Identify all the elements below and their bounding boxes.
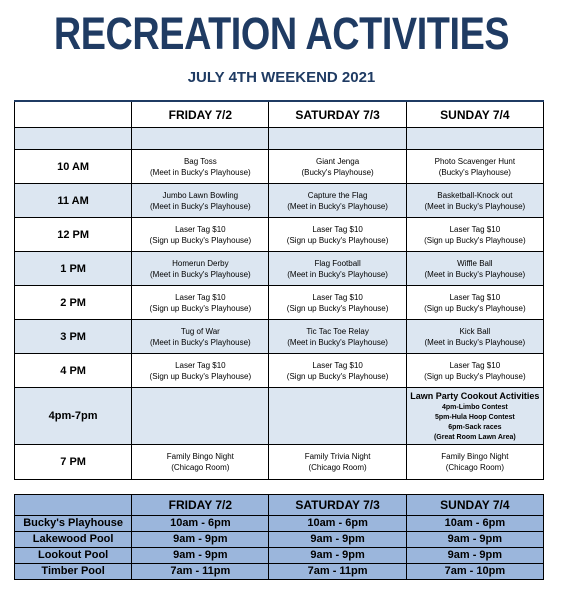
activity-cell — [269, 184, 406, 218]
time-cell: 12 PM — [15, 218, 132, 252]
activity-name: Laser Tag $10 — [449, 224, 501, 234]
place-cell: Bucky's Playhouse — [15, 516, 132, 532]
activity-name: Flag Football — [314, 258, 361, 268]
time-row — [15, 218, 544, 252]
hours-cell: 10am - 6pm — [132, 516, 269, 532]
day-header: SATURDAY 7/3 — [269, 495, 406, 516]
hours-row — [15, 564, 544, 580]
blank-row — [15, 128, 544, 150]
activity-cell — [406, 218, 543, 252]
time-cell: 1 PM — [15, 252, 132, 286]
activity-cell — [132, 218, 269, 252]
activity-cell — [406, 252, 543, 286]
time-cell: 3 PM — [15, 320, 132, 354]
time-row — [15, 320, 544, 354]
time-cell: 11 AM — [15, 184, 132, 218]
activity-location: (Meet in Bucky's Playhouse) — [424, 201, 526, 211]
activity-location: (Sign up Bucky's Playhouse) — [286, 235, 389, 245]
activity-location: (Meet in Bucky's Playhouse) — [424, 337, 526, 347]
activity-cell — [132, 286, 269, 320]
day-header: SATURDAY 7/3 — [269, 101, 406, 128]
activity-name: Laser Tag $10 — [312, 360, 363, 370]
activity-location: (Meet in Bucky's Playhouse) — [287, 201, 388, 211]
time-cell: 10 AM — [15, 150, 132, 184]
hours-cell: 9am - 9pm — [406, 548, 543, 564]
activity-name: Capture the Flag — [307, 190, 368, 200]
activity-cell — [269, 252, 406, 286]
activity-location: (Bucky's Playhouse) — [438, 167, 511, 177]
cookout-cell — [406, 388, 543, 445]
activity-location: (Sign up Bucky's Playhouse) — [424, 371, 526, 381]
activity-location: (Sign up Bucky's Playhouse) — [286, 371, 389, 381]
time-row — [15, 445, 544, 480]
activity-location: (Meet in Bucky's Playhouse) — [287, 337, 388, 347]
empty-activity-cell — [132, 388, 269, 445]
activity-name: Laser Tag $10 — [312, 224, 363, 234]
activity-location: (Chicago Room) — [171, 463, 230, 472]
activity-name: Giant Jenga — [316, 156, 360, 166]
empty-activity-cell — [269, 388, 406, 445]
activity-cell — [132, 252, 269, 286]
activity-cell — [269, 286, 406, 320]
activity-cell — [269, 354, 406, 388]
blank-cell — [269, 128, 406, 150]
page-title: RECREATION ACTIVITIES — [53, 8, 510, 59]
page-subtitle: JULY 4TH WEEKEND 2021 — [187, 69, 376, 86]
hours-cell: 9am - 9pm — [132, 532, 269, 548]
activity-cell — [132, 320, 269, 354]
activity-name: Laser Tag $10 — [175, 360, 226, 370]
activity-location: (Meet in Bucky's Playhouse) — [150, 201, 251, 211]
activity-cell — [406, 320, 543, 354]
day-header: FRIDAY 7/2 — [132, 495, 269, 516]
hours-header-row — [15, 495, 544, 516]
activity-cell — [269, 445, 406, 480]
place-cell: Lakewood Pool — [15, 532, 132, 548]
activity-name: Laser Tag $10 — [175, 292, 226, 302]
hours-cell: 9am - 9pm — [269, 532, 406, 548]
activity-cell — [269, 320, 406, 354]
activity-cell — [269, 150, 406, 184]
time-row — [15, 286, 544, 320]
place-cell: Timber Pool — [15, 564, 132, 580]
activity-location: (Sign up Bucky's Playhouse) — [286, 303, 389, 313]
activity-name: Bag Toss — [183, 156, 217, 166]
hours-cell: 7am - 10pm — [406, 564, 543, 580]
cookout-item: 4pm-Limbo Contest — [441, 403, 508, 411]
activity-name: Family Bingo Night — [441, 452, 509, 461]
time-cell: 7 PM — [15, 445, 132, 480]
activity-cell — [132, 445, 269, 480]
hours-cell: 7am - 11pm — [269, 564, 406, 580]
header-corner-cell — [15, 101, 132, 128]
blank-cell — [406, 128, 543, 150]
day-header: SUNDAY 7/4 — [406, 101, 543, 128]
activity-location: (Sign up Bucky's Playhouse) — [424, 235, 526, 245]
time-cell: 4pm-7pm — [15, 388, 132, 445]
activity-location: (Meet in Bucky's Playhouse) — [424, 269, 526, 279]
cookout-item: (Great Room Lawn Area) — [433, 433, 516, 441]
activity-cell — [132, 354, 269, 388]
activity-cell — [132, 184, 269, 218]
activity-location: (Meet in Bucky's Playhouse) — [150, 269, 251, 279]
blank-cell — [15, 128, 132, 150]
time-cell: 2 PM — [15, 286, 132, 320]
hours-table — [14, 494, 544, 580]
hours-cell: 9am - 9pm — [132, 548, 269, 564]
activity-location: (Meet in Bucky's Playhouse) — [287, 269, 388, 279]
activity-name: Homerun Derby — [172, 258, 229, 268]
activity-schedule-table — [14, 100, 544, 480]
time-row — [15, 252, 544, 286]
activity-cell — [406, 286, 543, 320]
cookout-item: 6pm-Sack races — [448, 423, 502, 431]
hours-cell: 7am - 11pm — [132, 564, 269, 580]
activity-name: Tic Tac Toe Relay — [306, 326, 369, 336]
evening-row — [15, 388, 544, 445]
day-header: FRIDAY 7/2 — [132, 101, 269, 128]
hours-row — [15, 548, 544, 564]
hours-row — [15, 532, 544, 548]
activity-location: (Sign up Bucky's Playhouse) — [149, 303, 252, 313]
activity-name: Family Bingo Night — [166, 452, 234, 461]
activity-name: Wiffle Ball — [457, 258, 493, 268]
time-row — [15, 354, 544, 388]
blank-cell — [132, 128, 269, 150]
time-cell: 4 PM — [15, 354, 132, 388]
activity-location: (Chicago Room) — [445, 463, 504, 472]
activity-location: (Sign up Bucky's Playhouse) — [149, 235, 252, 245]
hours-cell: 9am - 9pm — [406, 532, 543, 548]
activity-name: Jumbo Lawn Bowling — [162, 190, 239, 200]
activity-location: (Meet in Bucky's Playhouse) — [150, 167, 251, 177]
header-corner-cell — [15, 495, 132, 516]
schedule-header-row — [15, 101, 544, 128]
activity-cell — [406, 184, 543, 218]
activity-location: (Bucky's Playhouse) — [301, 167, 374, 177]
time-row — [15, 150, 544, 184]
activity-location: (Chicago Room) — [308, 463, 367, 472]
activity-name: Laser Tag $10 — [175, 224, 226, 234]
activity-name: Photo Scavenger Hunt — [434, 156, 516, 166]
activity-name: Kick Ball — [459, 326, 491, 336]
activity-name: Basketball-Knock out — [437, 190, 513, 200]
hours-cell: 10am - 6pm — [406, 516, 543, 532]
hours-cell: 9am - 9pm — [269, 548, 406, 564]
activity-name: Laser Tag $10 — [449, 292, 501, 302]
hours-row — [15, 516, 544, 532]
activity-location: (Sign up Bucky's Playhouse) — [149, 371, 252, 381]
activity-name: Tug of War — [180, 326, 220, 336]
activity-cell — [406, 150, 543, 184]
cookout-title: Lawn Party Cookout Activities — [410, 390, 540, 401]
activity-cell — [269, 218, 406, 252]
activity-location: (Meet in Bucky's Playhouse) — [150, 337, 251, 347]
activity-cell — [406, 354, 543, 388]
activity-cell — [406, 445, 543, 480]
hours-cell: 10am - 6pm — [269, 516, 406, 532]
day-header: SUNDAY 7/4 — [406, 495, 543, 516]
activity-cell — [132, 150, 269, 184]
activity-name: Laser Tag $10 — [449, 360, 501, 370]
time-row — [15, 184, 544, 218]
cookout-item: 5pm-Hula Hoop Contest — [434, 413, 515, 421]
place-cell: Lookout Pool — [15, 548, 132, 564]
activity-location: (Sign up Bucky's Playhouse) — [424, 303, 526, 313]
activity-name: Laser Tag $10 — [312, 292, 363, 302]
activity-name: Family Trivia Night — [304, 452, 371, 461]
